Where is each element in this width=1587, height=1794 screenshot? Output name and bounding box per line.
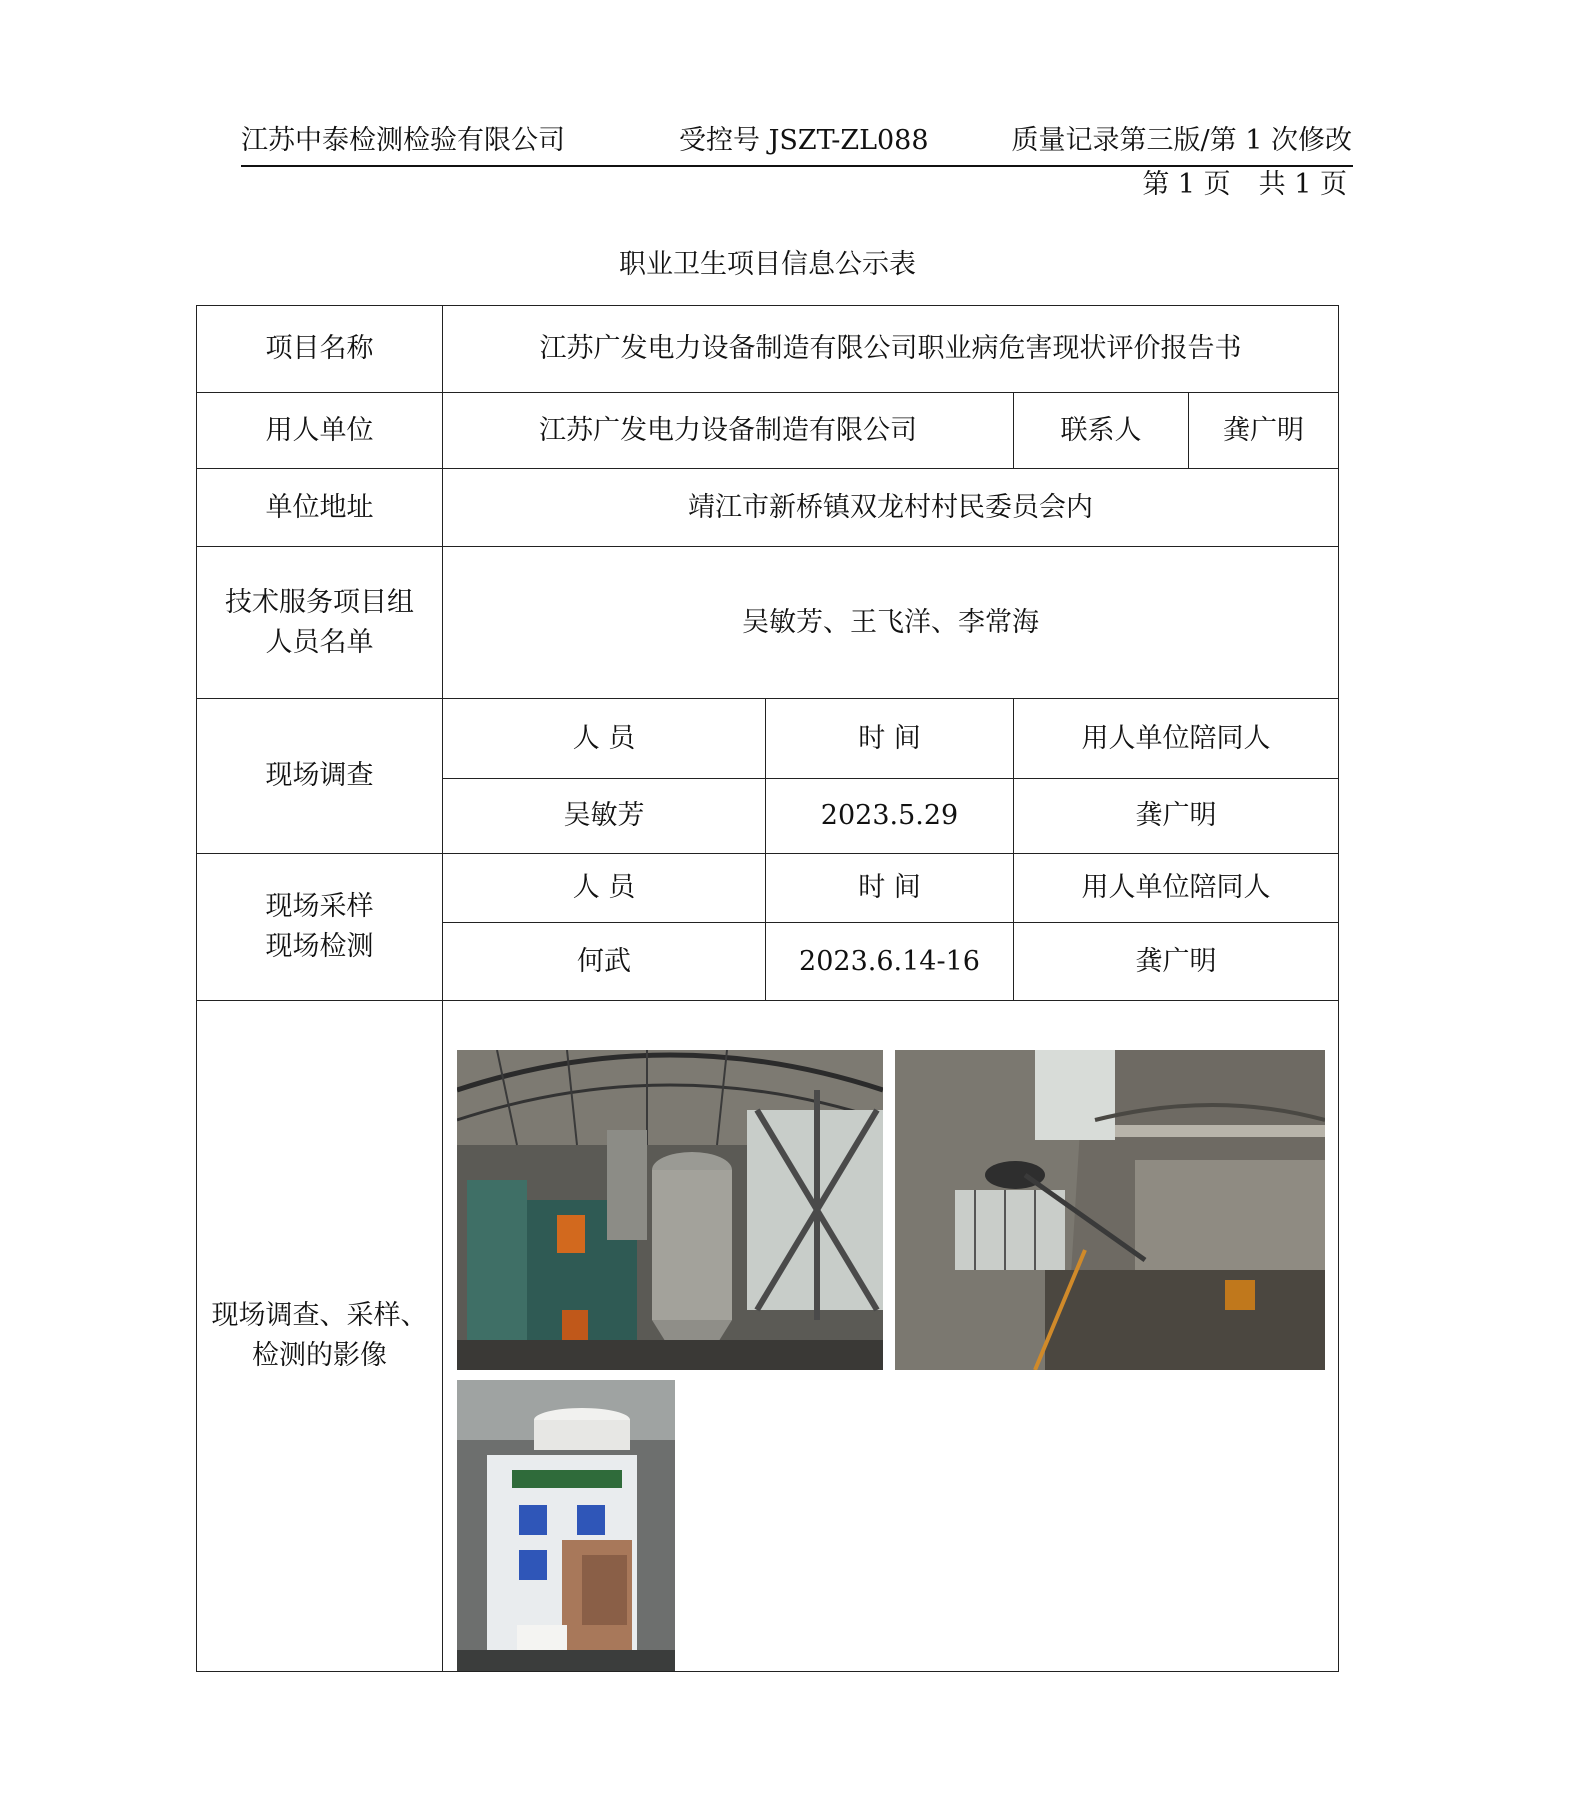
project-name-value: 江苏广发电力设备制造有限公司职业病危害现状评价报告书	[443, 306, 1339, 393]
row-survey-header	[197, 699, 1339, 779]
contact-value: 龚广明	[1189, 393, 1339, 469]
photo-gallery	[443, 1001, 1338, 1671]
row-team	[197, 547, 1339, 699]
sampling-label	[197, 854, 443, 1001]
images-label-line1: 现场调查、采样、	[211, 1300, 428, 1331]
survey-time: 2023.5.29	[766, 779, 1014, 854]
page-total: 共 1 页	[1258, 169, 1347, 200]
page-indicator	[1142, 168, 1347, 202]
header-control-number: 受控号 JSZT-ZL088	[679, 125, 929, 156]
employer-value: 江苏广发电力设备制造有限公司	[443, 393, 1014, 469]
survey-col-person: 人 员	[443, 699, 766, 779]
info-table	[196, 305, 1339, 1672]
address-value: 靖江市新桥镇双龙村村民委员会内	[443, 469, 1339, 547]
survey-col-time: 时 间	[766, 699, 1014, 779]
address-label: 单位地址	[197, 469, 443, 547]
survey-person: 吴敏芳	[443, 779, 766, 854]
row-address	[197, 469, 1339, 547]
team-value: 吴敏芳、王飞洋、李常海	[443, 547, 1339, 699]
row-images	[197, 1001, 1339, 1672]
contact-label: 联系人	[1014, 393, 1189, 469]
sampling-label-line1: 现场采样	[265, 891, 374, 922]
team-label-line1: 技术服务项目组	[225, 586, 414, 618]
survey-label: 现场调查	[197, 699, 443, 854]
row-employer	[197, 393, 1339, 469]
images-label	[197, 1001, 443, 1672]
row-project-name	[197, 306, 1339, 393]
header-divider	[241, 165, 1353, 167]
sampling-col-time: 时 间	[766, 854, 1014, 923]
site-photo-2	[895, 1050, 1325, 1370]
site-photo-1	[457, 1050, 883, 1370]
images-label-line2: 检测的影像	[252, 1340, 387, 1371]
page-current: 第 1 页	[1142, 169, 1231, 200]
sampling-person: 何武	[443, 923, 766, 1001]
team-label-line2: 人员名单	[265, 626, 374, 658]
sampling-label-line2: 现场检测	[265, 931, 374, 962]
sampling-escort: 龚广明	[1014, 923, 1339, 1001]
header-quality-record: 质量记录第三版/第 1 次修改	[1011, 125, 1352, 156]
survey-escort: 龚广明	[1014, 779, 1339, 854]
row-sampling-header	[197, 854, 1339, 923]
survey-col-escort: 用人单位陪同人	[1014, 699, 1339, 779]
sampling-col-person: 人 员	[443, 854, 766, 923]
document-title: 职业卫生项目信息公示表	[619, 249, 916, 280]
project-name-label: 项目名称	[197, 306, 443, 393]
sampling-time: 2023.6.14-16	[766, 923, 1014, 1001]
team-label	[197, 547, 443, 699]
employer-label: 用人单位	[197, 393, 443, 469]
header-company: 江苏中泰检测检验有限公司	[241, 125, 565, 156]
site-photo-3	[457, 1380, 675, 1671]
images-cell	[443, 1001, 1339, 1672]
sampling-col-escort: 用人单位陪同人	[1014, 854, 1339, 923]
